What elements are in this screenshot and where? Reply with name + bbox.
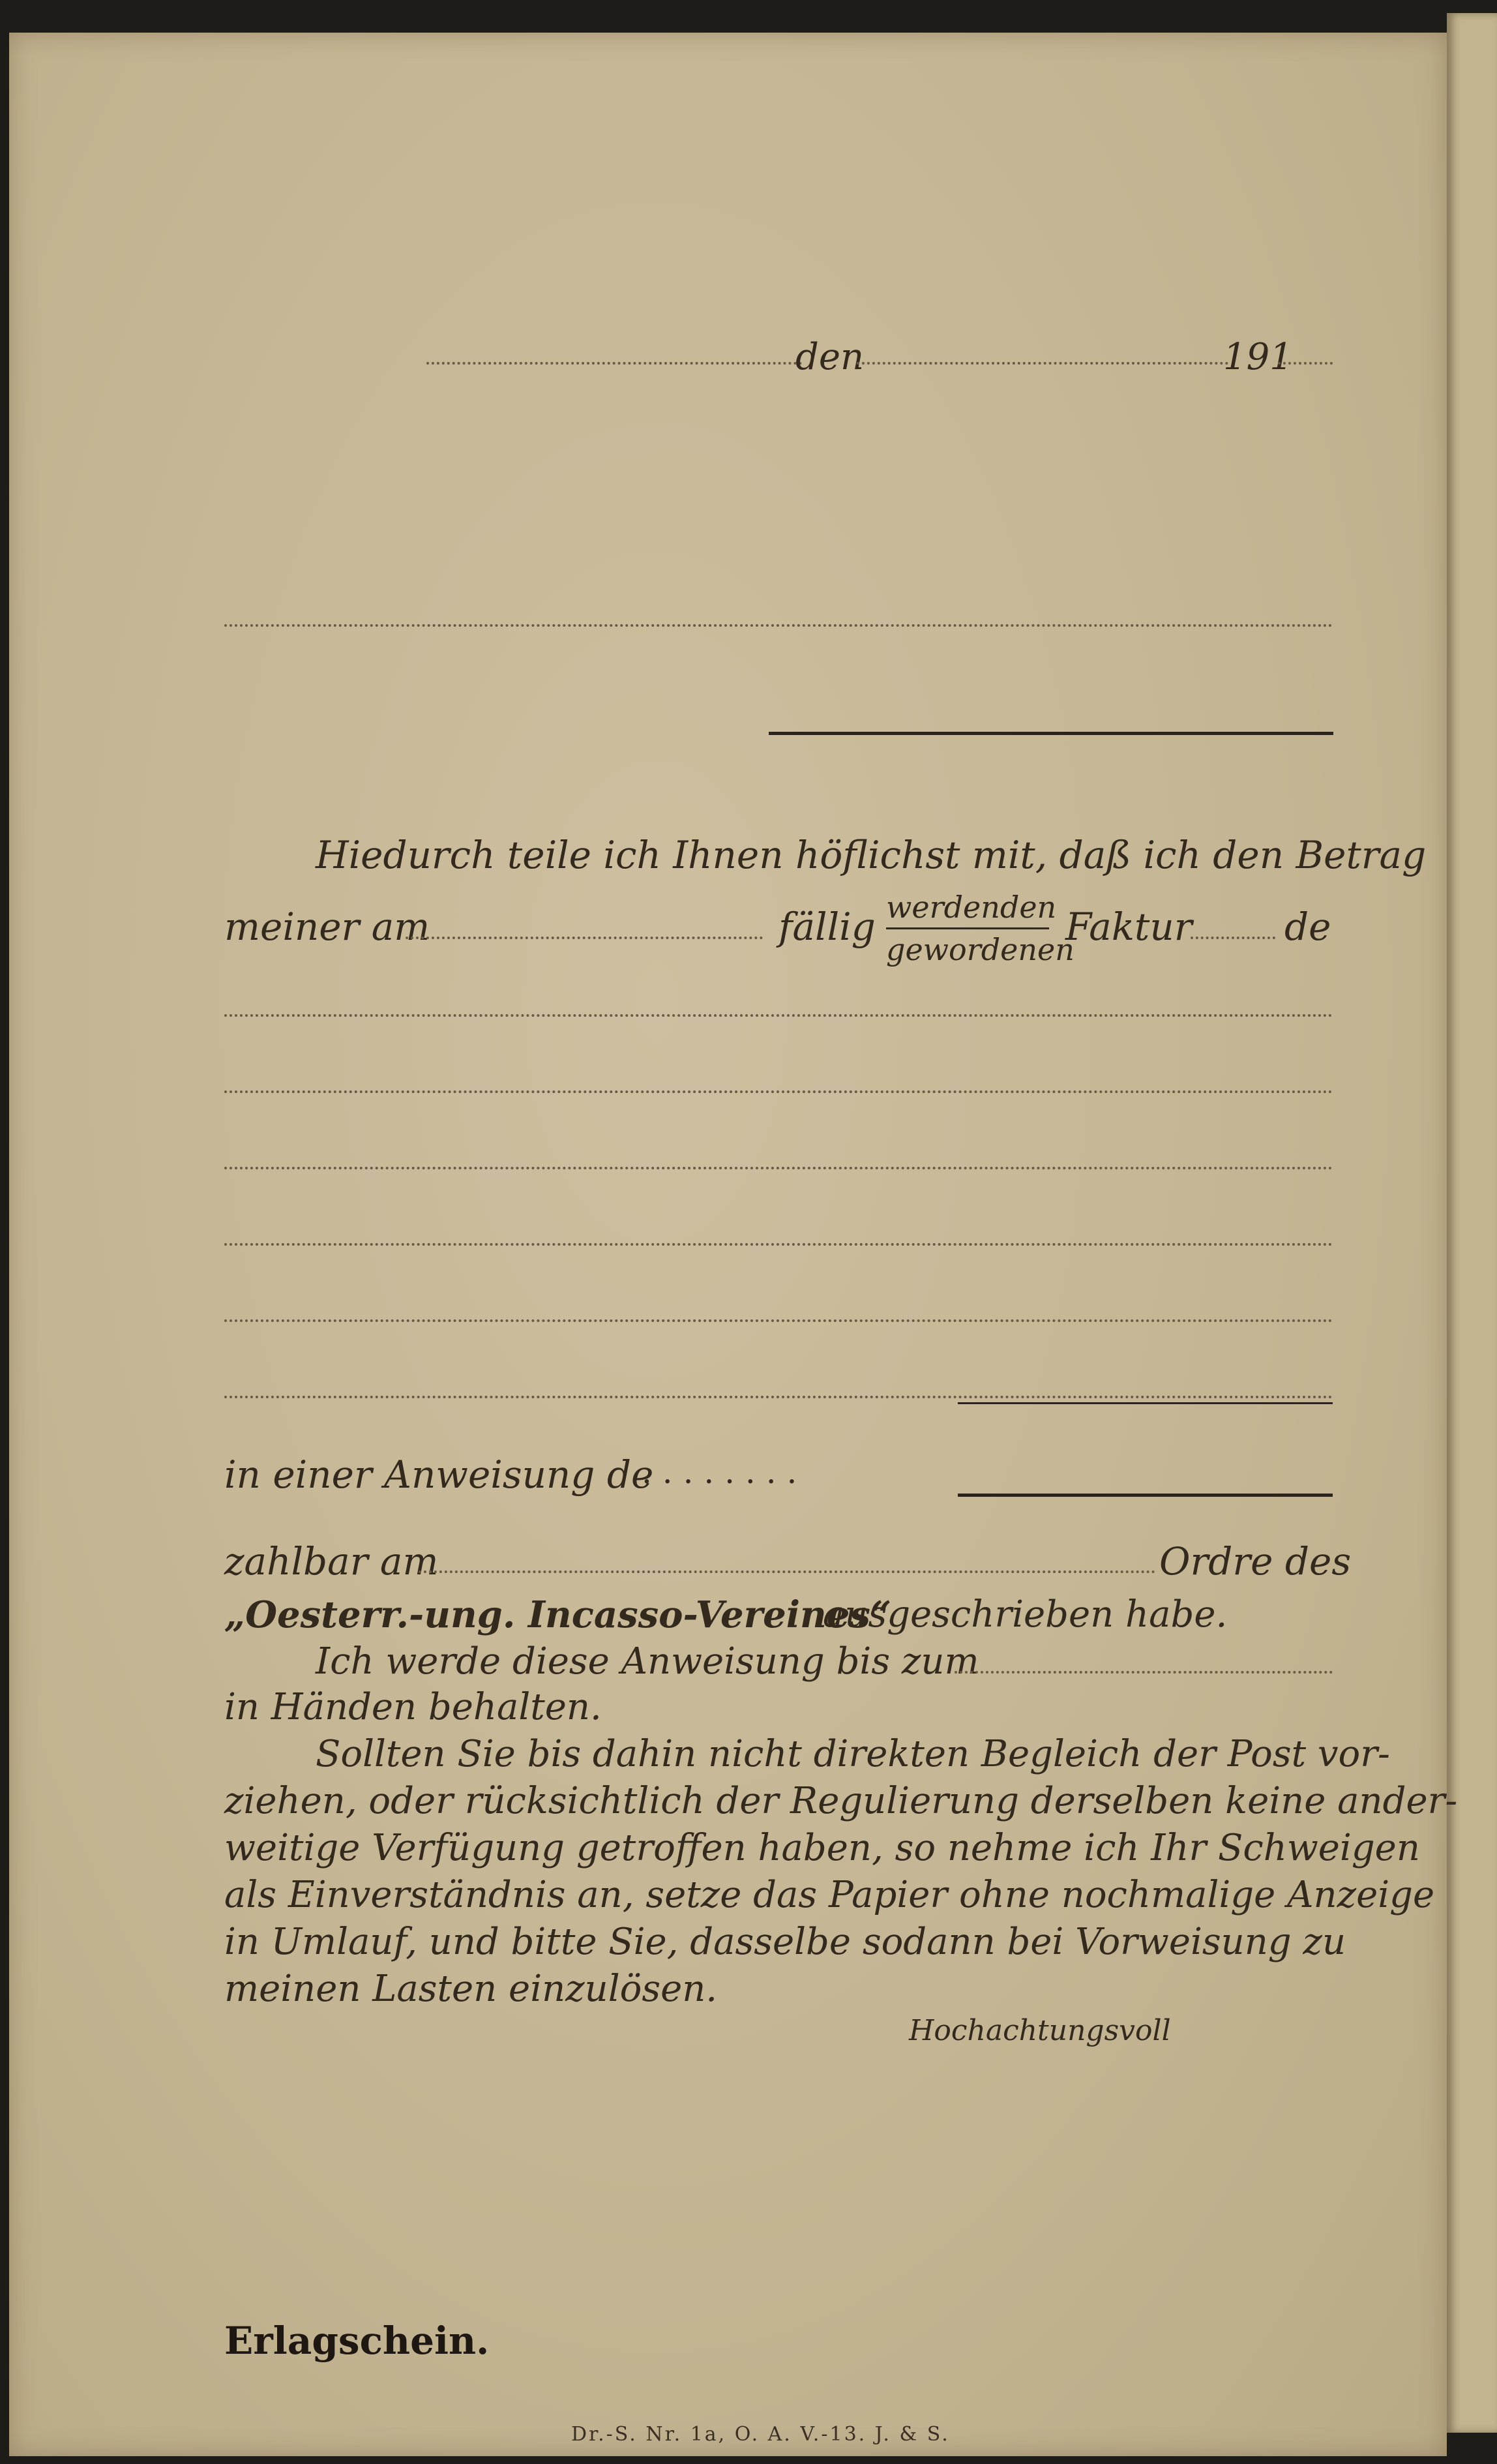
- details-line-3[interactable]: [224, 1167, 1333, 1169]
- meiner-am-label: meiner am: [224, 905, 430, 949]
- gewordenen-label: gewordenen: [886, 932, 1075, 967]
- date-field[interactable]: [857, 362, 1228, 365]
- paragraph-line-5: in Umlauf, und bitte Sie, dasselbe sodann bei Vorweisung zu: [224, 1921, 1346, 1963]
- ordre-des-label: Ordre des: [1159, 1539, 1352, 1584]
- paragraph-line-3: weitige Verfügung getroffen haben, so nehme ich Ihr Schweigen: [224, 1827, 1420, 1869]
- invoice-date-field[interactable]: [406, 937, 763, 939]
- zahlbar-am-label: zahlbar am: [224, 1539, 439, 1584]
- address-line-2[interactable]: [769, 732, 1333, 735]
- payable-date-field[interactable]: [419, 1570, 1155, 1573]
- details-line-2[interactable]: [224, 1090, 1333, 1093]
- place-field[interactable]: [426, 362, 802, 365]
- verein-name: „Oesterr.-ung. Incasso-Vereines“: [224, 1593, 892, 1636]
- werdenden-gewordenen-fraction: [886, 890, 1075, 967]
- den-label: den: [795, 336, 865, 378]
- paragraph-line-6: meinen Lasten einzulösen.: [224, 1968, 718, 2010]
- amount-line-1[interactable]: [958, 1402, 1333, 1404]
- details-line-6[interactable]: [224, 1396, 1333, 1398]
- letter-line-1: Hiedurch teile ich Ihnen höflichst mit, daß ich den Betrag: [316, 833, 1427, 877]
- haenden-label: in Händen behalten.: [224, 1686, 602, 1728]
- adjacent-page-edge: [1447, 13, 1497, 2433]
- closing: Hochachtungsvoll: [909, 2014, 1171, 2047]
- hold-until-field[interactable]: [955, 1671, 1333, 1674]
- amount-line-2[interactable]: [958, 1494, 1333, 1497]
- details-line-5[interactable]: [224, 1319, 1333, 1322]
- printer-imprint: Dr.-S. Nr. 1a, O. A. V.-13. J. & S.: [571, 2423, 950, 2446]
- erlagschein-title: Erlagschein.: [224, 2319, 490, 2363]
- details-line-1[interactable]: [224, 1014, 1333, 1017]
- faellig-label: fällig: [778, 905, 876, 949]
- details-line-4[interactable]: [224, 1243, 1333, 1246]
- year-field[interactable]: [1278, 362, 1333, 365]
- paragraph-line-2: ziehen, oder rücksichtlich der Regulierung derselben keine ander-: [224, 1780, 1458, 1822]
- werdenden-label: werdenden: [886, 890, 1057, 925]
- faktur-field[interactable]: [1191, 937, 1275, 939]
- paragraph-line-4: als Einverständnis an, setze das Papier ohne nochmalige Anzeige: [224, 1874, 1435, 1916]
- address-line-1[interactable]: [224, 624, 1333, 627]
- faktur-label: Faktur: [1065, 905, 1193, 949]
- anweisung-label: in einer Anweisung de: [224, 1452, 654, 1497]
- anweisung-dots: . . . . . . . .: [642, 1453, 797, 1491]
- year-prefix: 191: [1223, 336, 1293, 378]
- fraction-bar: [886, 927, 1049, 929]
- paragraph-line-1: Sollten Sie bis dahin nicht direkten Begleich der Post vor-: [316, 1733, 1390, 1775]
- werde-label: Ich werde diese Anweisung bis zum: [316, 1640, 979, 1683]
- de-label: de: [1284, 905, 1331, 949]
- form-sheet: [9, 33, 1458, 2456]
- ausgeschrieben-label: ausgeschrieben habe.: [823, 1593, 1228, 1636]
